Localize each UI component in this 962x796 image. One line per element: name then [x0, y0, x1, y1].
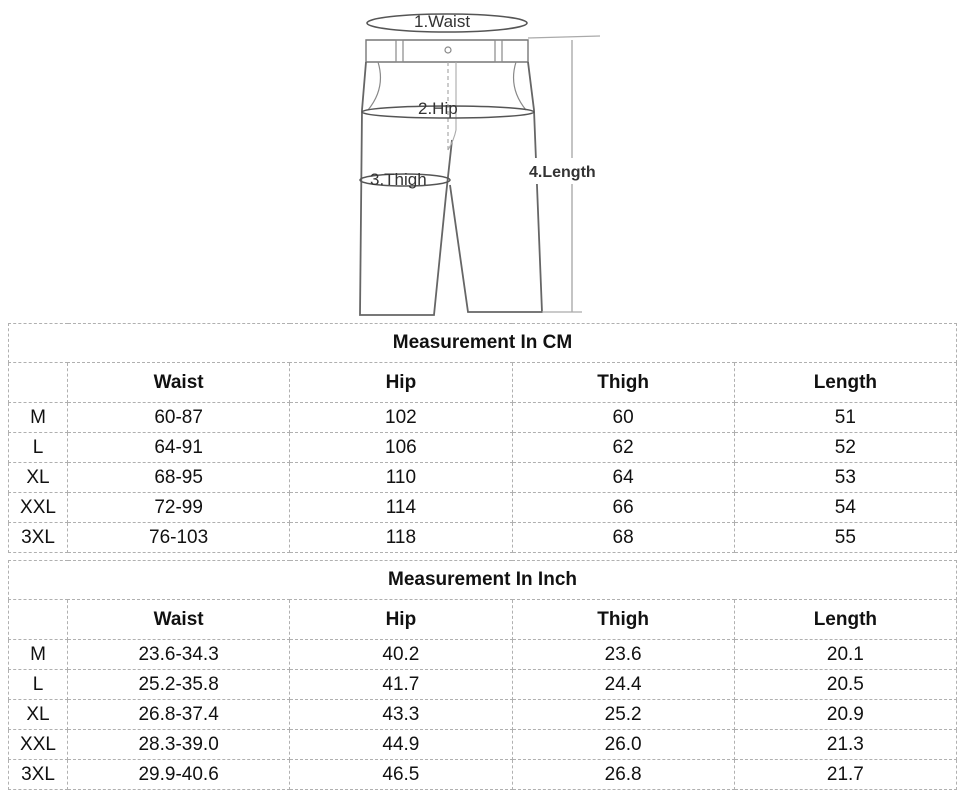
- size-cell: XL: [9, 463, 68, 493]
- table-row: [9, 700, 957, 730]
- hip-cell: 118: [290, 523, 512, 553]
- column-header-thigh: Thigh: [512, 363, 734, 403]
- thigh-cell: 24.4: [512, 670, 734, 700]
- thigh-label: 3.Thigh: [370, 170, 427, 189]
- table-row: [9, 463, 957, 493]
- size-table-cm: [8, 323, 957, 553]
- length-cell: 21.7: [734, 760, 956, 790]
- length-top-tick: [528, 36, 600, 38]
- table-row: [9, 493, 957, 523]
- size-cell: M: [9, 403, 68, 433]
- column-header-length: Length: [734, 363, 956, 403]
- waist-cell: 64-91: [68, 433, 290, 463]
- length-cell: 21.3: [734, 730, 956, 760]
- hip-cell: 114: [290, 493, 512, 523]
- thigh-cell: 26.8: [512, 760, 734, 790]
- waist-cell: 25.2-35.8: [68, 670, 290, 700]
- length-cell: 55: [734, 523, 956, 553]
- thigh-cell: 66: [512, 493, 734, 523]
- table-title-row: [9, 561, 957, 600]
- size-cell: XL: [9, 700, 68, 730]
- length-label: 4.Length: [529, 164, 596, 181]
- waist-label: 1.Waist: [414, 12, 471, 31]
- shorts-drawing: [350, 0, 620, 318]
- length-cell: 51: [734, 403, 956, 433]
- table-title-row: [9, 324, 957, 363]
- waist-cell: 23.6-34.3: [68, 640, 290, 670]
- table-row: [9, 640, 957, 670]
- thigh-cell: 26.0: [512, 730, 734, 760]
- length-cell: 53: [734, 463, 956, 493]
- left-pocket: [368, 62, 380, 110]
- length-cell: 20.9: [734, 700, 956, 730]
- right-leg-outline: [450, 62, 542, 312]
- length-cell: 20.5: [734, 670, 956, 700]
- column-header-thigh: Thigh: [512, 600, 734, 640]
- table-title: Measurement In CM: [9, 324, 957, 363]
- shorts-measurement-diagram: [350, 0, 620, 318]
- column-header-waist: Waist: [68, 600, 290, 640]
- size-table-inch: [8, 560, 957, 790]
- table-row: [9, 523, 957, 553]
- hip-cell: 110: [290, 463, 512, 493]
- waist-button: [445, 47, 451, 53]
- hip-cell: 44.9: [290, 730, 512, 760]
- hip-cell: 46.5: [290, 760, 512, 790]
- column-header-waist: Waist: [68, 363, 290, 403]
- thigh-cell: 62: [512, 433, 734, 463]
- length-cell: 20.1: [734, 640, 956, 670]
- length-cell: 52: [734, 433, 956, 463]
- table-header-row: [9, 600, 957, 640]
- column-header-length: Length: [734, 600, 956, 640]
- thigh-cell: 25.2: [512, 700, 734, 730]
- size-cell: 3XL: [9, 523, 68, 553]
- hip-cell: 43.3: [290, 700, 512, 730]
- table-row: [9, 433, 957, 463]
- belt-loop-right: [495, 40, 502, 62]
- hip-cell: 41.7: [290, 670, 512, 700]
- waistband-outline: [366, 40, 528, 62]
- waist-cell: 28.3-39.0: [68, 730, 290, 760]
- table-row: [9, 730, 957, 760]
- waist-cell: 29.9-40.6: [68, 760, 290, 790]
- size-cell: L: [9, 670, 68, 700]
- table-row: [9, 403, 957, 433]
- hip-label: 2.Hip: [418, 99, 458, 118]
- thigh-cell: 23.6: [512, 640, 734, 670]
- size-cell: XXL: [9, 493, 68, 523]
- waist-cell: 68-95: [68, 463, 290, 493]
- waist-cell: 72-99: [68, 493, 290, 523]
- hip-cell: 102: [290, 403, 512, 433]
- thigh-cell: 60: [512, 403, 734, 433]
- size-cell: XXL: [9, 730, 68, 760]
- table-title: Measurement In Inch: [9, 561, 957, 600]
- hip-cell: 40.2: [290, 640, 512, 670]
- column-header-hip: Hip: [290, 363, 512, 403]
- size-cell: M: [9, 640, 68, 670]
- waist-cell: 76-103: [68, 523, 290, 553]
- column-header-size: [9, 363, 68, 403]
- column-header-hip: Hip: [290, 600, 512, 640]
- column-header-size: [9, 600, 68, 640]
- thigh-cell: 68: [512, 523, 734, 553]
- size-cell: 3XL: [9, 760, 68, 790]
- table-row: [9, 760, 957, 790]
- belt-loop-left: [396, 40, 403, 62]
- right-pocket: [514, 62, 526, 110]
- waist-cell: 26.8-37.4: [68, 700, 290, 730]
- waist-cell: 60-87: [68, 403, 290, 433]
- table-row: [9, 670, 957, 700]
- size-cell: L: [9, 433, 68, 463]
- thigh-cell: 64: [512, 463, 734, 493]
- hip-cell: 106: [290, 433, 512, 463]
- length-cell: 54: [734, 493, 956, 523]
- table-header-row: [9, 363, 957, 403]
